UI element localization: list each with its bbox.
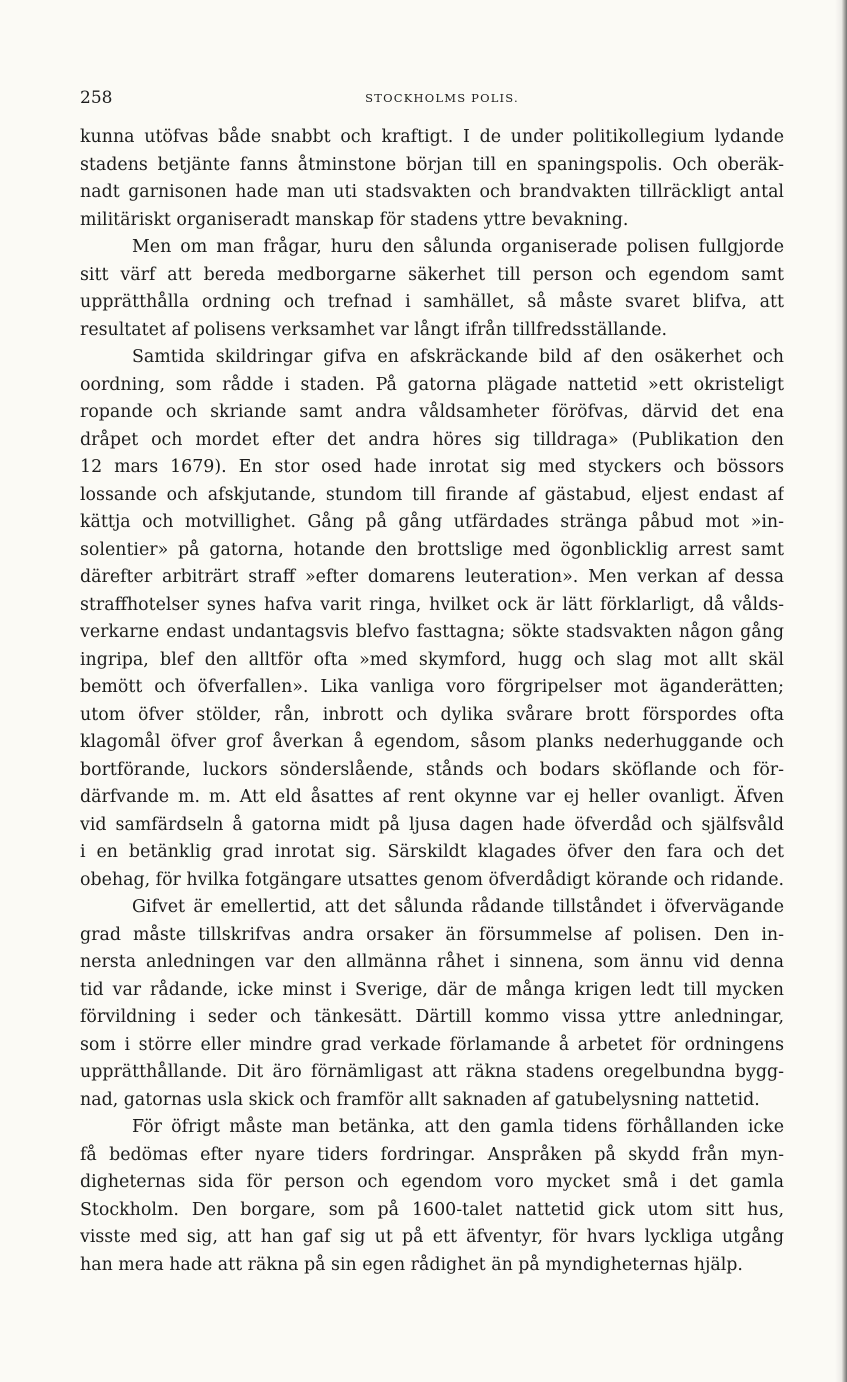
text-line: lossande och afskjutande, stundom till firande af gästabud, eljest endast af xyxy=(80,484,784,505)
text-line: visste med sig, att han gaf sig ut på ett äfventyr, för hvars lyckliga utgång xyxy=(80,1227,784,1247)
text-line: kunna utöfvas både snabbt och kraftigt. I de under politikollegium lydande xyxy=(80,127,784,147)
text-line: obehag, för hvilka fotgängare utsattes genom öfverdådigt körande och ridande. xyxy=(80,869,784,890)
text-line: Stockholm. Den borgare, som på 1600-talet nattetid gick utom sitt hus, xyxy=(80,1199,784,1220)
text-line: han mera hade att räkna på sin egen rådighet än på myndigheternas hjälp. xyxy=(80,1254,743,1275)
text-line: Samtida skildringar gifva en afskräckande bild af den osäkerhet och xyxy=(132,347,784,367)
text-line: därefter arbiträrt straff »efter domarens leuteration». Men verkan af dessa xyxy=(80,567,784,587)
text-line: Men om man frågar, huru den sålunda organiserade polisen fullgjorde xyxy=(132,237,784,257)
text-line: verkarne endast undantagsvis blefvo fasttagna; sökte stadsvakten någon gång xyxy=(80,622,784,642)
text-line: straffhotelser synes hafva varit ringa, hvilket ock är lätt förklarligt, då vålds- xyxy=(80,594,784,615)
text-line: nersta anledningen var den allmänna råhet i sinnena, som ännu vid denna xyxy=(80,952,784,972)
text-line: militäriskt organiseradt manskap för stadens yttre bevakning. xyxy=(80,209,629,230)
text-line: nad, gatornas usla skick och framför allt saknaden af gatubelysning nattetid. xyxy=(80,1089,760,1110)
text-line: förvildning i seder och tänkesätt. Därtill kommo vissa yttre anledningar, xyxy=(80,1007,784,1027)
text-line: upprätthållande. Dit äro förnämligast att räkna stadens oregelbundna bygg- xyxy=(80,1062,784,1082)
text-line: upprätthålla ordning och trefnad i samhället, så måste svaret blifva, att xyxy=(80,292,784,312)
running-title: STOCKHOLMS POLIS. xyxy=(365,91,519,105)
page-number: 258 xyxy=(80,88,113,108)
text-line: För öfrigt måste man betänka, att den gamla tidens förhållanden icke xyxy=(132,1117,784,1137)
text-line: stadens betjänte fanns åtminstone början till en spaningspolis. Och oberäk- xyxy=(80,154,784,175)
text-line: bemött och öfverfallen». Lika vanliga voro förgripelser mot äganderätten; xyxy=(80,677,784,697)
text-line: få bedömas efter nyare tiders fordringar. Anspråken på skydd från myn- xyxy=(80,1144,784,1165)
text-line: Gifvet är emellertid, att det sålunda rådande tillståndet i öfvervägande xyxy=(132,897,784,917)
text-line: nadt garnisonen hade man uti stadsvakten och brandvakten tillräckligt antal xyxy=(80,182,784,202)
text-line: oordning, som rådde i staden. På gatorna plägade nattetid »ett okristeligt xyxy=(80,374,784,395)
running-head xyxy=(80,86,784,110)
body-text xyxy=(80,124,784,1279)
text-line: ropande och skriande samt andra våldsamheter föröfvas, därvid det ena xyxy=(80,402,784,422)
text-line: bortförande, luckors sönderslående, stånds och bodars sköflande och för- xyxy=(80,759,784,780)
text-line: 12 mars 1679). En stor osed hade inrotat sig med styckers och bössors xyxy=(80,457,784,477)
text-line: grad måste tillskrifvas andra orsaker än försummelse af polisen. Den in- xyxy=(80,924,784,945)
text-line: klagomål öfver grof åverkan å egendom, såsom planks nederhuggande och xyxy=(80,732,784,752)
page-edge-shadow xyxy=(835,0,847,1382)
text-line: solentier» på gatorna, hotande den brottslige med ögonblicklig arrest samt xyxy=(80,539,784,560)
text-line: sitt värf att bereda medborgarne säkerhet till person och egendom samt xyxy=(80,264,784,285)
text-line: som i större eller mindre grad verkade förlamande å arbetet för ordningens xyxy=(80,1034,784,1055)
text-line: digheternas sida för person och egendom voro mycket små i det gamla xyxy=(80,1172,784,1192)
text-line: resultatet af polisens verksamhet var långt ifrån tillfredsställande. xyxy=(80,319,668,340)
text-line: därfvande m. m. Att eld åsattes af rent okynne var ej heller ovanligt. Äfven xyxy=(80,787,784,807)
text-line: vid samfärdseln å gatorna midt på ljusa dagen hade öfverdåd och själfsvåld xyxy=(80,814,784,835)
text-line: utom öfver stölder, rån, inbrott och dylika svårare brott förspordes ofta xyxy=(80,704,784,725)
text-line: kättja och motvillighet. Gång på gång utfärdades stränga påbud mot »in- xyxy=(80,512,784,532)
text-line: i en betänklig grad inrotat sig. Särskildt klagades öfver den fara och det xyxy=(80,842,784,862)
text-line: tid var rådande, icke minst i Sverige, där de många krigen ledt till mycken xyxy=(80,979,784,1000)
text-line: ingripa, blef den alltför ofta »med skymford, hugg och slag mot allt skäl xyxy=(80,649,784,670)
text-line: dråpet och mordet efter det andra höres sig tilldraga» (Publikation den xyxy=(80,429,784,450)
